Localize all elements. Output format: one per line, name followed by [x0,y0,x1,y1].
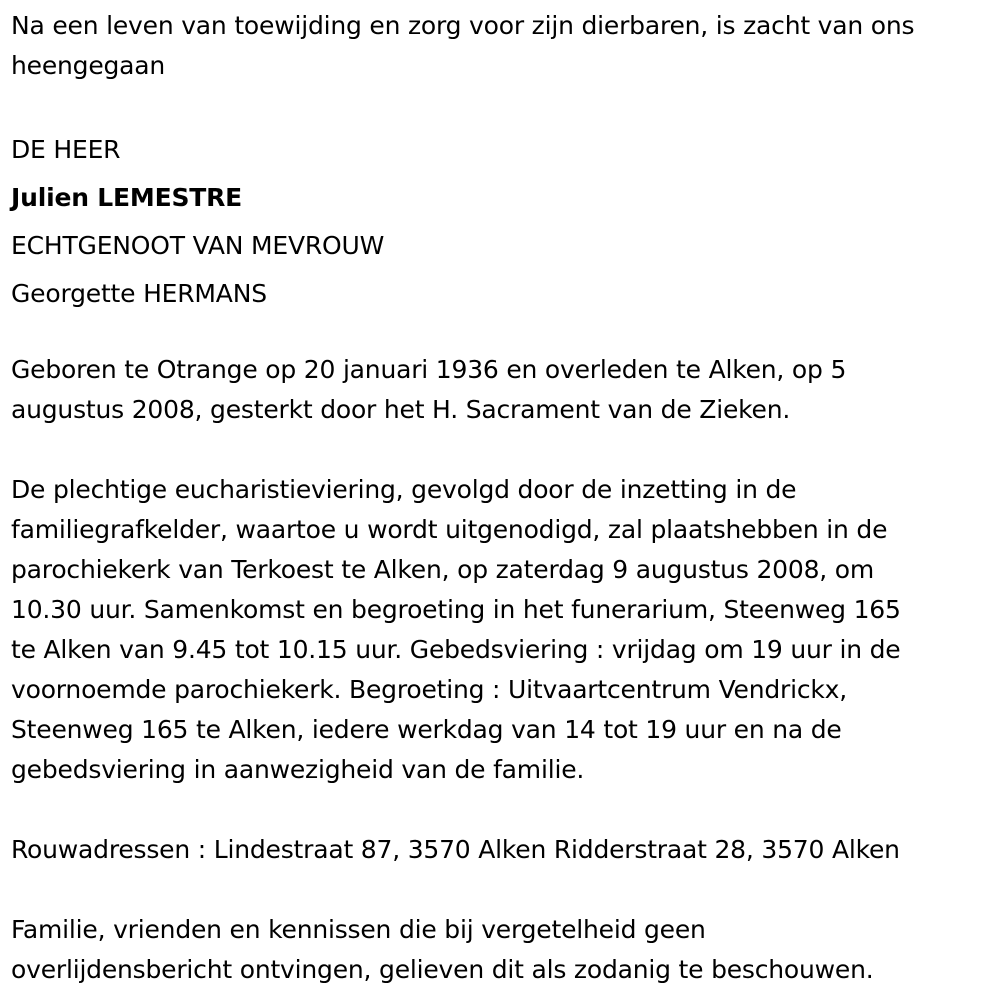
birth-line-2: augustus 2008, gesterkt door het H. Sacrament van de Zieken. [11,395,791,424]
ceremony-line-4: 10.30 uur. Samenkomst en begroeting in het funerarium, Steenweg 165 [11,595,901,624]
spacer [11,870,1000,910]
intro-paragraph [11,6,1000,86]
ceremony-line-2: familiegrafkelder, waartoe u wordt uitgenodigd, zal plaatshebben in de [11,515,888,544]
intro-line-1: Na een leven van toewijding en zorg voor zijn dierbaren, is zacht van ons [11,11,915,40]
deceased-name: Julien LEMESTRE [11,183,243,212]
honorific-title: DE HEER [11,135,121,164]
ceremony-paragraph [11,470,1000,790]
ceremony-line-6: voornoemde parochiekerk. Begroeting : Uitvaartcentrum Vendrickx, [11,675,848,704]
ceremony-line-3: parochiekerk van Terkoest te Alken, op zaterdag 9 augustus 2008, om [11,555,875,584]
closing-line-1: Familie, vrienden en kennissen die bij vergetelheid geen [11,915,706,944]
intro-line-2: heengegaan [11,51,166,80]
ceremony-line-1: De plechtige eucharistieviering, gevolgd door de inzetting in de [11,475,797,504]
birth-paragraph [11,350,1000,430]
spacer [11,430,1000,470]
addresses-paragraph [11,830,1000,870]
ceremony-line-5: te Alken van 9.45 tot 10.15 uur. Gebedsviering : vrijdag om 19 uur in de [11,635,901,664]
spouse-name: Georgette HERMANS [11,279,267,308]
deceased-header [11,126,1000,318]
birth-line-1: Geboren te Otrange op 20 januari 1936 en overleden te Alken, op 5 [11,355,847,384]
spacer [11,790,1000,830]
ceremony-line-8: gebedsviering in aanwezigheid van de familie. [11,755,585,784]
spacer [11,318,1000,350]
addresses-line-1: Rouwadressen : Lindestraat 87, 3570 Alken Ridderstraat 28, 3570 Alken [11,835,900,864]
relation-label: ECHTGENOOT VAN MEVROUW [11,231,385,260]
ceremony-line-7: Steenweg 165 te Alken, iedere werkdag van 14 tot 19 uur en na de [11,715,842,744]
spacer [11,86,1000,126]
closing-paragraph [11,910,1000,990]
closing-line-2: overlijdensbericht ontvingen, gelieven dit als zodanig te beschouwen. [11,955,874,984]
